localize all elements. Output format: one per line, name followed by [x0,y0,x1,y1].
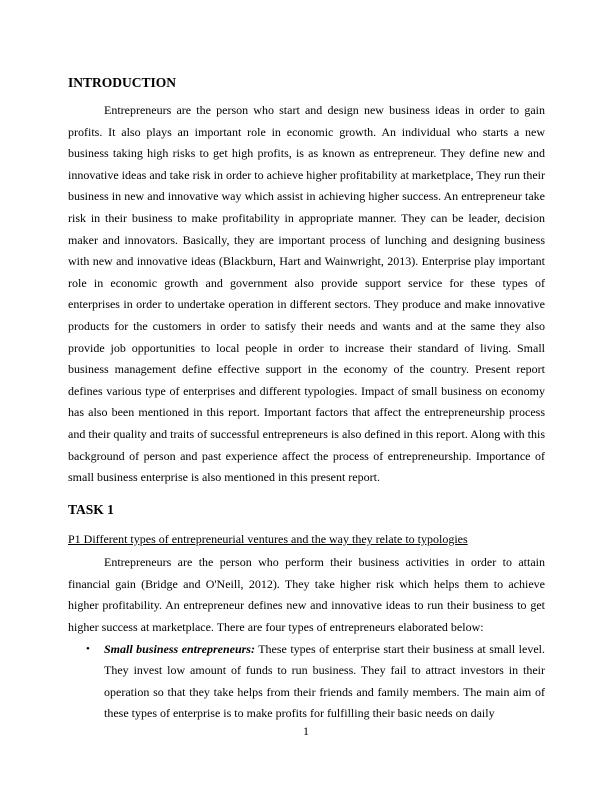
bullet-lead-label: Small business entrepreneurs: [104,641,255,656]
page-number: 1 [303,724,309,738]
bullet-icon: • [86,642,90,655]
task1-heading: TASK 1 [68,501,114,517]
bullet-body-text: These types of enterprise start their business at small level. They invest low amount of funds to run business. They fail to attract investors in their operation so that they take helps from their friends and family members. The main aim of these types of enterprise is to make profits for fulfilling their basic needs on daily [104,641,545,721]
document-content [68,74,545,725]
bullet-text [104,639,545,725]
introduction-paragraph: Entrepreneurs are the person who start and design new business ideas in order to gain profits. It also plays an important role in economic growth. An individual who starts a new business taking high risks to get high profits, is as known as entrepreneur. They define new and innovative ideas and take risk in order to achieve higher profitability at marketplace, They run their business in new and innovative way which assist in achieving higher success. An entrepreneur take risk in their business to make profitability in appropriate manner. They can be leader, decision maker and innovators. Basically, they are important process of lunching and designing business with new and innovative ideas (Blackburn, Hart and Wainwright, 2013). Enterprise play important role in economic growth and government also provide support service for these types of enterprises in order to undertake operation in different sectors. They produce and make innovative products for the customers in order to satisfy their needs and wants and at the same they also provide job opportunities to local people in order to increase their standard of living. Small business management define effective support in the economy of the country. Present report defines various type of enterprises and different typologies. Impact of small business on economy has also been mentioned in this report. Important factors that affect the entrepreneurship process and their quality and traits of successful entrepreneurs is also defined in this report. Along with this background of person and past experience affect the process of entrepreneurship. Importance of small business enterprise is also mentioned in this present report. [68,103,545,485]
task1-paragraph: Entrepreneurs are the person who perform their business activities in order to attain financial gain (Bridge and O'Neill, 2012). They take higher risk which helps them to achieve higher profitability. An entrepreneur defines new and innovative ideas to run their business to get higher success at marketplace. There are four types of entrepreneurs elaborated below: [68,555,545,635]
list-item [68,639,545,725]
task1-subheading: P1 Different types of entrepreneurial ventures and the way they relate to typologies [68,531,468,546]
introduction-heading: INTRODUCTION [68,75,177,90]
